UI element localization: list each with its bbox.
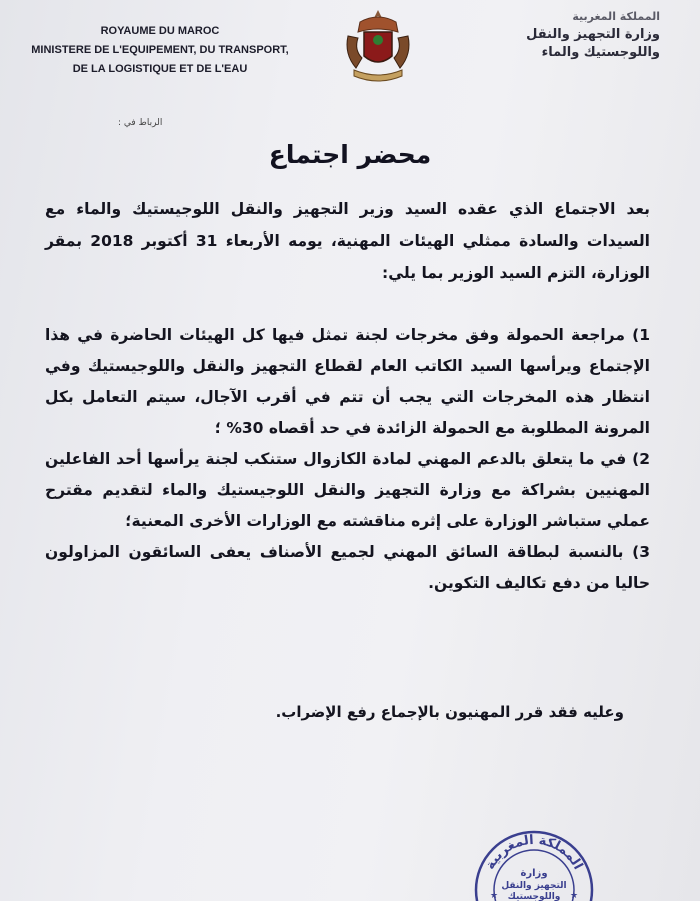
header-fr-line-2: MINISTERE DE L'EQUIPEMENT, DU TRANSPORT, [31,44,289,56]
list-item: 1) مراجعة الحمولة وفق مخرجات لجنة تمثل فيها كل الهيئات الحاضرة في هذا الإجتماع ويرأسها السيد الكاتب العام لقطاع التجهيز والنقل واللوجيستيك وفي انتظار هذه المخرجات التي يجب أن تتم في أقرب الآجال، سيتم التعامل بكل المرونة المطلوبة مع الحمولة الزائدة في حد أقصاه 30% ؛ [45,326,650,437]
svg-text:المملكة المغربية [483,833,586,872]
header-ar-line-2: وزارة التجهيز والنقل [526,27,660,42]
stamp-ring-text: المملكة المغربية [482,832,586,873]
header-ar-line-1: المملكة المغربية [572,10,660,23]
stamp-star-icon: ★ [570,891,579,901]
dateline: الرباط في : [118,118,163,128]
ministry-stamp [470,826,598,901]
header-french [30,22,290,79]
stamp-star-icon: ★ [490,891,499,901]
closing-statement: وعليه فقد قرر المهنيون بالإجماع رفع الإضراب. [275,703,624,721]
commitments-list [45,320,650,599]
document-title: محضر اجتماع [268,140,432,169]
list-item: 2) في ما يتعلق بالدعم المهني لمادة الكازوال ستنكب لجنة يرأسها أحد الفاعلين المهنيين بشراكة مع وزارة التجهيز والنقل اللوجيستيك والماء لتقديم مقترح عملي ستباشر الوزارة على إثره مناقشته مع الوزارات الأخرى المعنية؛ [45,450,650,530]
stamp-line-1: وزارة [520,868,548,879]
list-item: 3) بالنسبة لبطاقة السائق المهني لجميع الأصناف يعفى السائقون المزاولون حاليا من دفع تكاليف التكوين. [45,543,650,592]
header-fr-line-1: ROYAUME DU MAROC [100,25,220,37]
header-arabic [460,8,660,62]
header-fr-line-3: DE LA LOGISTIQUE ET DE L'EAU [72,63,248,75]
stamp-line-3: واللوجستيك [507,892,561,901]
intro-paragraph: بعد الاجتماع الذي عقده السيد وزير التجهيز والنقل اللوجيستيك والماء مع السيدات والسادة ممثلي الهيئات المهنية، يومه الأربعاء 31 أكتوبر 2018 بمقر الوزارة، التزم السيد الوزير بما يلي: [45,200,650,282]
stamp-line-2: التجهيز والنقل [501,881,567,891]
coat-of-arms-emblem [340,6,416,86]
header-ar-line-3: واللوجستيك والماء [541,45,660,60]
